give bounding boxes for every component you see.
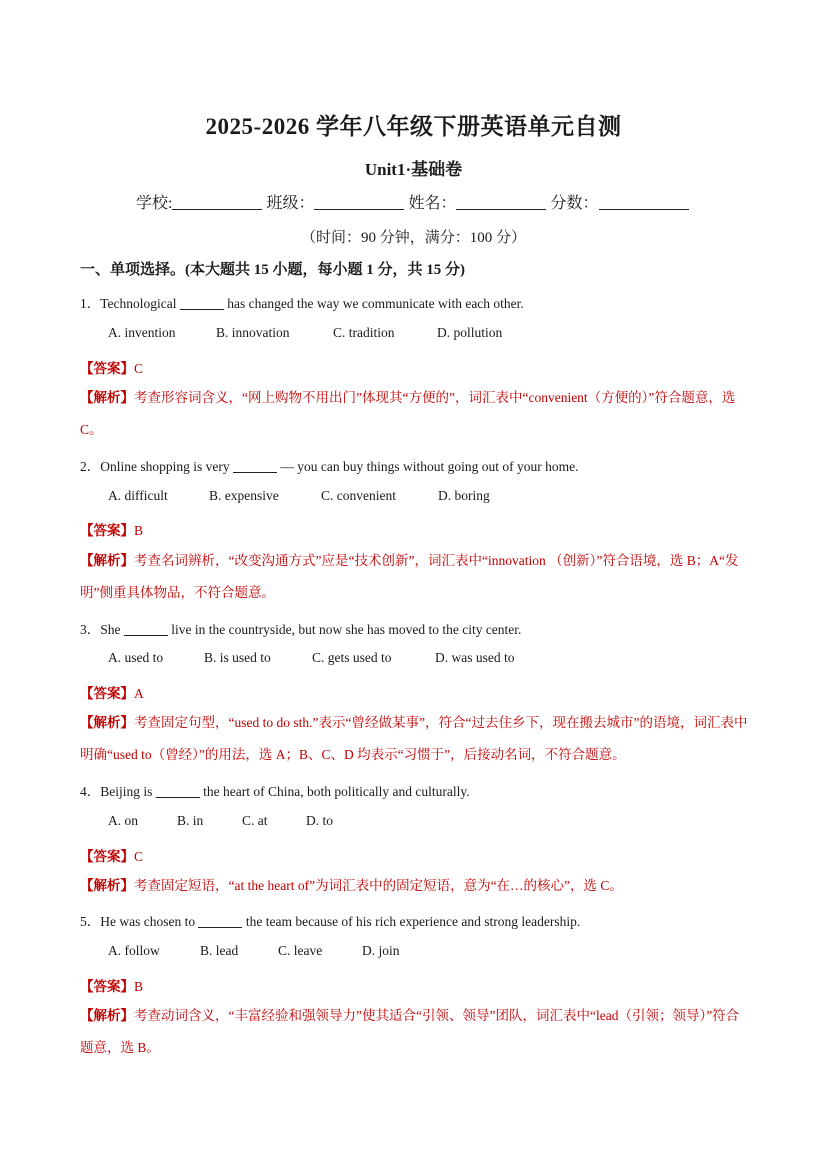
option-d: D. to	[306, 813, 333, 828]
option-c: C. at	[242, 813, 268, 828]
option-d: D. pollution	[437, 325, 503, 340]
answer-value: C	[134, 361, 144, 376]
option-b: B. is used to	[204, 650, 271, 665]
question-4	[80, 780, 470, 800]
option-c: C. tradition	[333, 325, 395, 340]
explanation-tag: 【解析】	[80, 553, 134, 568]
answer-tag: 【答案】	[80, 361, 134, 376]
question-number: 5．	[80, 914, 101, 929]
option-b: B. innovation	[216, 325, 290, 340]
answer-1	[80, 357, 143, 377]
option-b: B. lead	[200, 943, 239, 958]
option-c: C. convenient	[321, 488, 396, 503]
explanation-5	[80, 1000, 752, 1064]
question-text-after: the heart of China, both politically and culturally.	[199, 784, 470, 799]
question-text-before: He was chosen to	[100, 914, 199, 929]
option-c: C. gets used to	[312, 650, 392, 665]
explanation-3	[80, 707, 752, 771]
option-d: D. boring	[438, 488, 490, 503]
answer-4	[80, 845, 143, 865]
option-b: B. in	[177, 813, 204, 828]
question-2	[80, 455, 578, 475]
explanation-tag: 【解析】	[80, 715, 134, 730]
answer-5	[80, 975, 143, 995]
explanation-text: 考查固定句型，“used to do sth.”表示“曾经做某事”，符合“过去住乡下，现在搬去城市”的语境，词汇表中明确“used to（曾经）”的用法，选 A；B、C、D 均表示“习惯于”，后接动名词，不符合题意。	[80, 715, 748, 762]
class-label: 班级：	[266, 195, 315, 212]
answer-blank	[156, 784, 200, 798]
answer-tag: 【答案】	[80, 686, 134, 701]
question-number: 4．	[80, 784, 101, 799]
option-a: A. on	[108, 813, 138, 828]
question-text-before: Technological	[100, 296, 180, 311]
explanation-text: 考查动词含义，“丰富经验和强领导力”使其适合“引领、领导”团队，词汇表中“lead（引领；领导）”符合题意，选 B。	[80, 1008, 740, 1055]
page-title: 2025-2026 学年八年级下册英语单元自测	[205, 114, 622, 139]
options-4	[108, 813, 333, 829]
class-blank	[314, 193, 404, 210]
explanation-1	[80, 382, 752, 446]
option-a: A. invention	[108, 325, 176, 340]
option-a: A. follow	[108, 943, 160, 958]
explanation-tag: 【解析】	[80, 1008, 134, 1023]
options-2	[108, 488, 490, 504]
question-text-before: Beijing is	[100, 784, 156, 799]
question-5	[80, 910, 580, 930]
question-text-before: Online shopping is very	[100, 459, 233, 474]
option-d: D. was used to	[435, 650, 515, 665]
answer-2	[80, 519, 143, 539]
question-3	[80, 618, 521, 638]
answer-value: B	[134, 979, 144, 994]
answer-tag: 【答案】	[80, 849, 134, 864]
option-c: C. leave	[278, 943, 323, 958]
question-number: 2．	[80, 459, 101, 474]
name-label: 姓名：	[408, 195, 457, 212]
section-heading: 一、单项选择。(本大题共 15 小题，每小题 1 分，共 15 分)	[80, 262, 465, 278]
answer-blank	[198, 914, 242, 928]
explanation-text: 考查固定短语，“at the heart of”为词汇表中的固定短语，意为“在…的核心”，选 C。	[134, 878, 623, 893]
question-text-after: — you can buy things without going out of your home.	[277, 459, 579, 474]
option-d: D. join	[362, 943, 400, 958]
explanation-tag: 【解析】	[80, 390, 134, 405]
answer-tag: 【答案】	[80, 523, 134, 538]
question-number: 1．	[80, 296, 101, 311]
answer-value: A	[134, 686, 144, 701]
answer-blank	[124, 622, 168, 636]
score-blank	[599, 193, 689, 210]
school-blank	[172, 193, 262, 210]
explanation-4	[80, 870, 752, 902]
name-blank	[456, 193, 546, 210]
options-5	[108, 943, 400, 959]
explanation-tag: 【解析】	[80, 878, 134, 893]
option-b: B. expensive	[209, 488, 279, 503]
options-3	[108, 650, 515, 666]
question-1	[80, 292, 524, 312]
explanation-2	[80, 545, 752, 609]
time-info: （时间：90 分钟，满分：100 分）	[300, 230, 526, 246]
question-text-after: has changed the way we communicate with each other.	[223, 296, 524, 311]
page-subtitle: Unit1·基础卷	[364, 160, 463, 179]
answer-value: C	[134, 849, 144, 864]
answer-blank	[180, 296, 224, 310]
student-info-line	[136, 190, 689, 213]
question-text-after: the team because of his rich experience and strong leadership.	[242, 914, 581, 929]
answer-3	[80, 682, 144, 702]
question-text-before: She	[100, 622, 124, 637]
answer-blank	[233, 459, 277, 473]
option-a: A. used to	[108, 650, 164, 665]
score-label: 分数：	[550, 195, 599, 212]
school-label: 学校:	[136, 195, 173, 212]
option-a: A. difficult	[108, 488, 168, 503]
question-text-after: live in the countryside, but now she has moved to the city center.	[167, 622, 522, 637]
options-1	[108, 325, 502, 341]
answer-value: B	[134, 523, 144, 538]
answer-tag: 【答案】	[80, 979, 134, 994]
explanation-text: 考查形容词含义，“网上购物不用出门”体现其“方便的”，词汇表中“convenient（方便的）”符合题意，选 C。	[80, 390, 736, 437]
explanation-text: 考查名词辨析，“改变沟通方式”应是“技术创新”，词汇表中“innovation （创新）”符合语境，选 B；A“发明”侧重具体物品，不符合题意。	[80, 553, 739, 600]
question-number: 3．	[80, 622, 101, 637]
